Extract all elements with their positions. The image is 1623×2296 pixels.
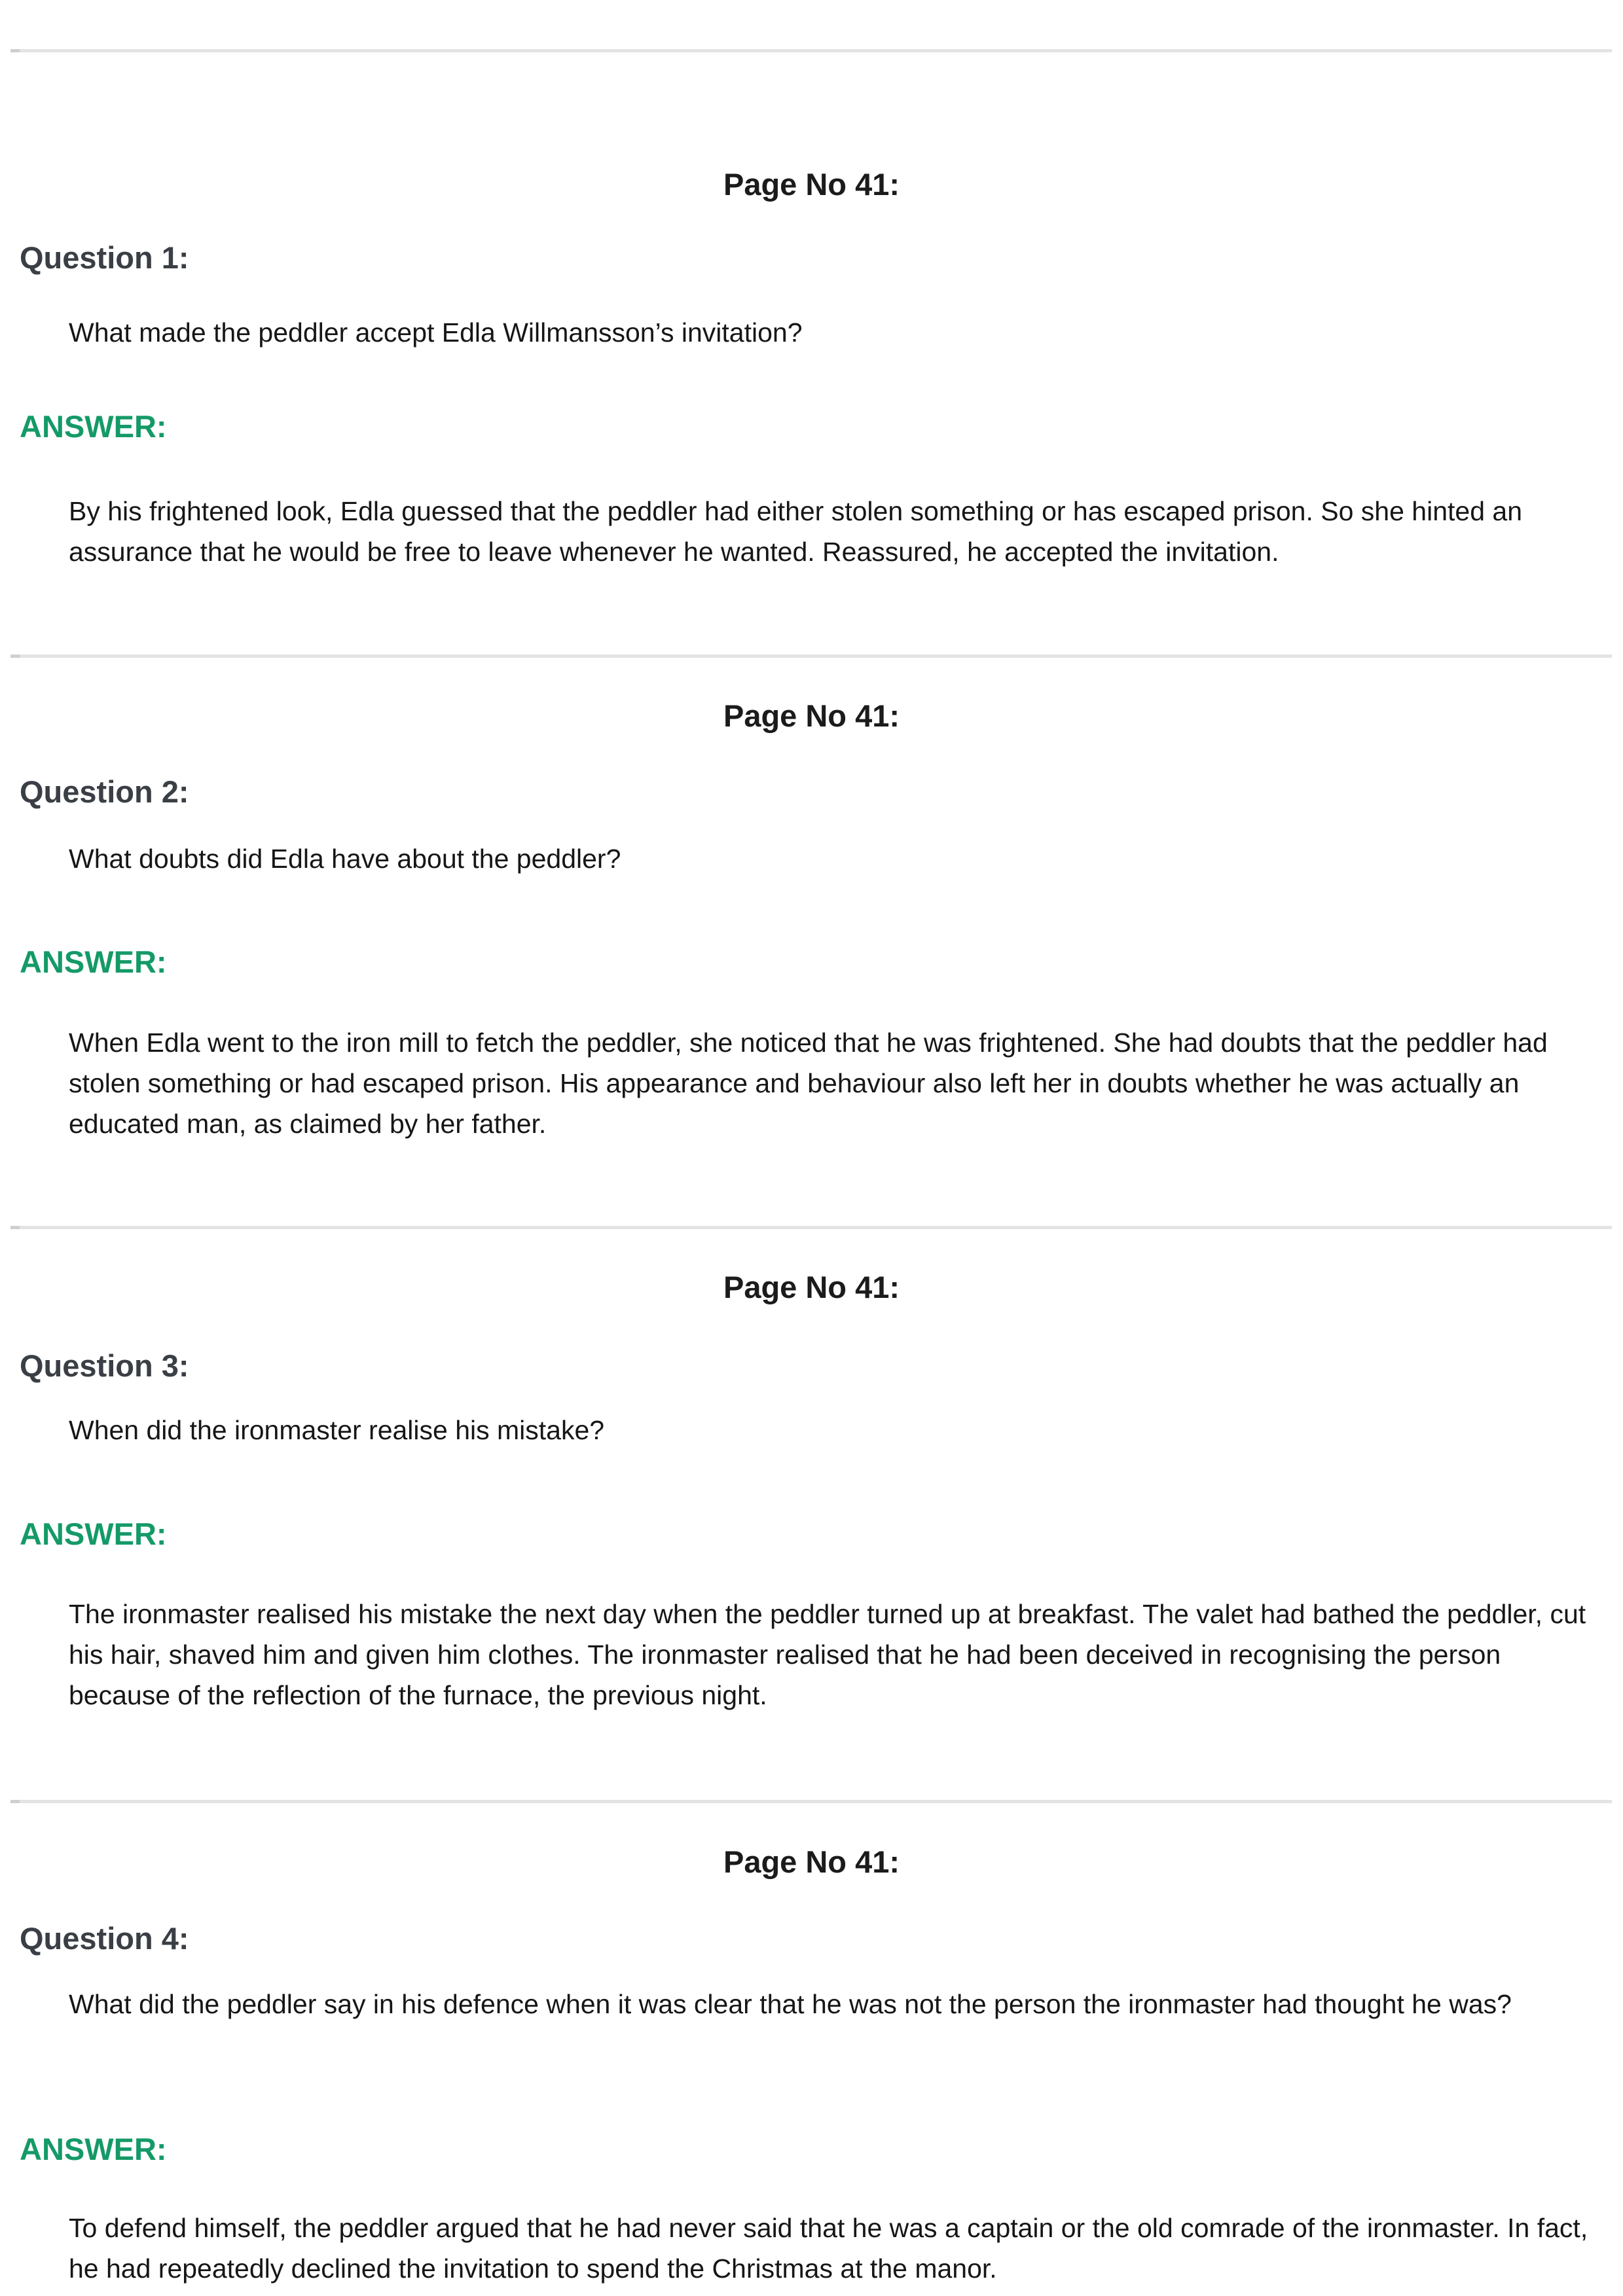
answer-label: ANSWER: (20, 944, 167, 979)
question-label: Question 3: (20, 1348, 189, 1383)
section-divider (10, 1800, 1612, 1803)
answer-label: ANSWER: (20, 2132, 167, 2166)
question-label: Question 2: (20, 774, 189, 809)
answer-text: When Edla went to the iron mill to fetch the peddler, she noticed that he was frightened. She had doubts that the peddler had stolen something or had escaped prison. His appearance and behaviour also left her in doubts whether he was actually an educated man, as claimed by her father. (69, 1028, 1548, 1139)
question-text: What doubts did Edla have about the peddler? (69, 844, 621, 874)
section-divider (10, 1226, 1612, 1229)
page-number-heading: Page No 41: (723, 698, 900, 733)
answer-text: By his frightened look, Edla guessed that the peddler had either stolen something or has escaped prison. So she hinted an assurance that he would be free to leave whenever he wanted. Reassured, he accepted the invitation. (69, 496, 1523, 567)
question-text: What did the peddler say in his defence when it was clear that he was not the person the ironmaster had thought he was? (69, 1989, 1512, 2019)
answer-label: ANSWER: (20, 1516, 167, 1551)
section-divider (10, 655, 1612, 658)
question-text: When did the ironmaster realise his mistake? (69, 1415, 605, 1445)
question-label: Question 4: (20, 1921, 189, 1956)
page-number-heading: Page No 41: (723, 1844, 900, 1879)
question-label: Question 1: (20, 240, 189, 275)
page-number-heading: Page No 41: (723, 1270, 900, 1304)
section-divider (10, 49, 1612, 52)
question-text: What made the peddler accept Edla Willmansson’s invitation? (69, 317, 803, 348)
answer-text: The ironmaster realised his mistake the next day when the peddler turned up at breakfast. The valet had bathed the peddler, cut his hair, shaved him and given him clothes. The ironmaster realised that he had been deceived in recognising the person because of the reflection of the furnace, the previous night. (69, 1599, 1586, 1710)
page-number-heading: Page No 41: (723, 167, 900, 202)
answer-text: To defend himself, the peddler argued that he had never said that he was a captain or the old comrade of the ironmaster. In fact, he had repeatedly declined the invitation to spend the Christmas at the manor. (69, 2213, 1588, 2284)
answer-label: ANSWER: (20, 409, 167, 444)
